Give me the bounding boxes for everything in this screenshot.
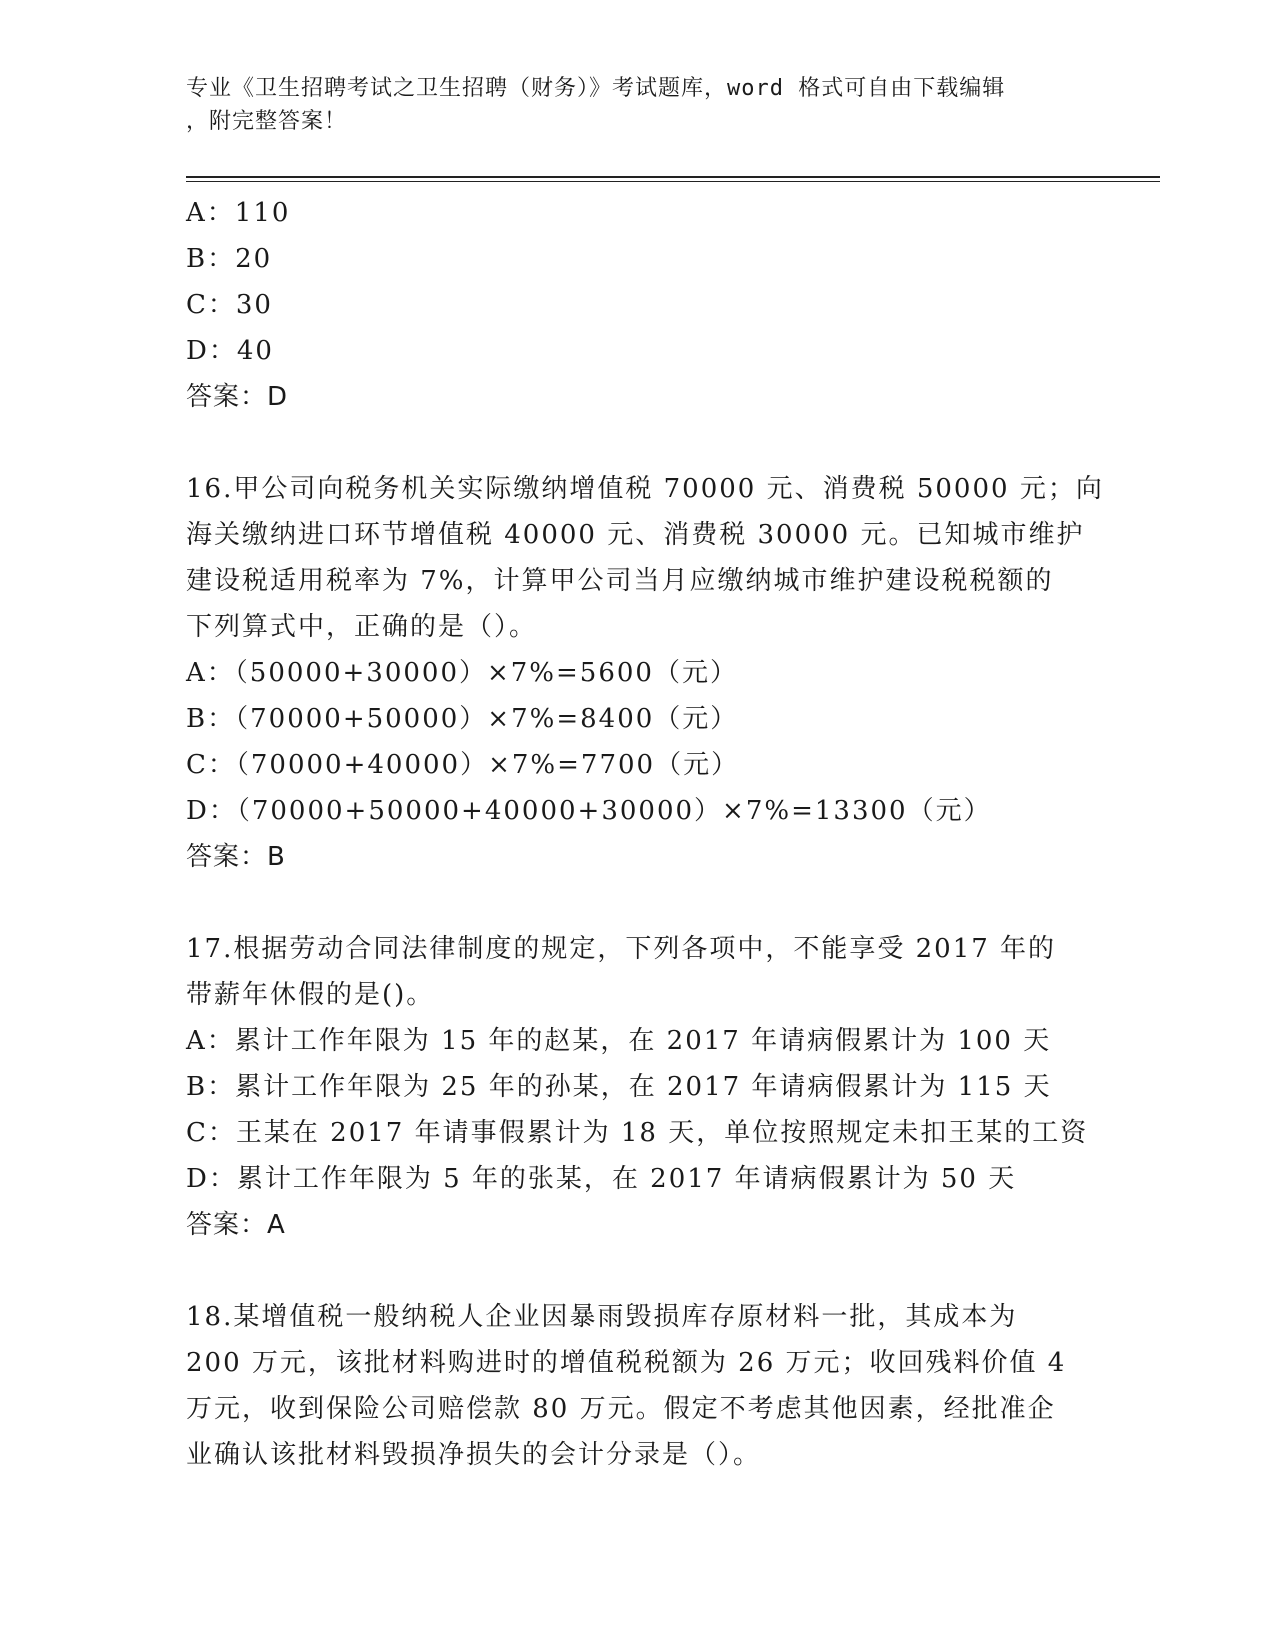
option-d: D：40	[186, 336, 274, 366]
question-stem-line: 建设税适用税率为 7%，计算甲公司当月应缴纳城市维护建设税税额的	[186, 566, 1054, 596]
option-c: C：30	[186, 290, 273, 320]
question-stem-line: 16.甲公司向税务机关实际缴纳增值税 70000 元、消费税 50000 元；向	[186, 474, 1104, 504]
question-stem-line: 万元，收到保险公司赔偿款 80 万元。假定不考虑其他因素，经批准企	[186, 1394, 1056, 1424]
option-c: C：（70000+40000）×7%=7700（元）	[186, 750, 740, 780]
question-16	[186, 466, 1104, 880]
answer: 答案：D	[186, 382, 289, 412]
question-stem-line: 业确认该批材料毁损净损失的会计分录是（）。	[186, 1440, 762, 1470]
question-stem-line: 海关缴纳进口环节增值税 40000 元、消费税 30000 元。已知城市维护	[186, 520, 1085, 550]
option-d: D：（70000+50000+40000+30000）×7%=13300（元）	[186, 796, 992, 826]
option-c: C：王某在 2017 年请事假累计为 18 天，单位按照规定未扣王某的工资	[186, 1118, 1089, 1148]
question-stem-line: 下列算式中，正确的是（）。	[186, 612, 538, 642]
header-divider	[186, 176, 1160, 182]
question-18	[186, 1294, 1086, 1478]
option-b: B：20	[186, 244, 273, 274]
header-line-1: 专业《卫生招聘考试之卫生招聘（财务）》考试题库，word 格式可自由下载编辑	[186, 76, 1006, 101]
answer: 答案：B	[186, 842, 286, 872]
question-list	[186, 190, 1104, 1478]
question-stem-line: 200 万元，该批材料购进时的增值税税额为 26 万元；收回残料价值 4	[186, 1348, 1067, 1378]
option-d: D：累计工作年限为 5 年的张某，在 2017 年请病假累计为 50 天	[186, 1164, 1017, 1194]
question-stem-line: 带薪年休假的是()。	[186, 980, 435, 1010]
answer: 答案：A	[186, 1210, 286, 1240]
option-b: B：累计工作年限为 25 年的孙某，在 2017 年请病假累计为 115 天	[186, 1072, 1052, 1102]
document-header	[186, 72, 1086, 138]
option-a: A：110	[186, 198, 291, 228]
question-15	[186, 190, 1086, 420]
question-17	[186, 926, 1089, 1248]
header-line-2: ，附完整答案！	[186, 109, 348, 134]
option-a: A：累计工作年限为 15 年的赵某，在 2017 年请病假累计为 100 天	[186, 1026, 1052, 1056]
option-b: B：（70000+50000）×7%=8400（元）	[186, 704, 739, 734]
question-stem-line: 18.某增值税一般纳税人企业因暴雨毁损库存原材料一批，其成本为	[186, 1302, 1018, 1332]
option-a: A：（50000+30000）×7%=5600（元）	[186, 658, 738, 688]
question-stem-line: 17.根据劳动合同法律制度的规定，下列各项中，不能享受 2017 年的	[186, 934, 1057, 964]
